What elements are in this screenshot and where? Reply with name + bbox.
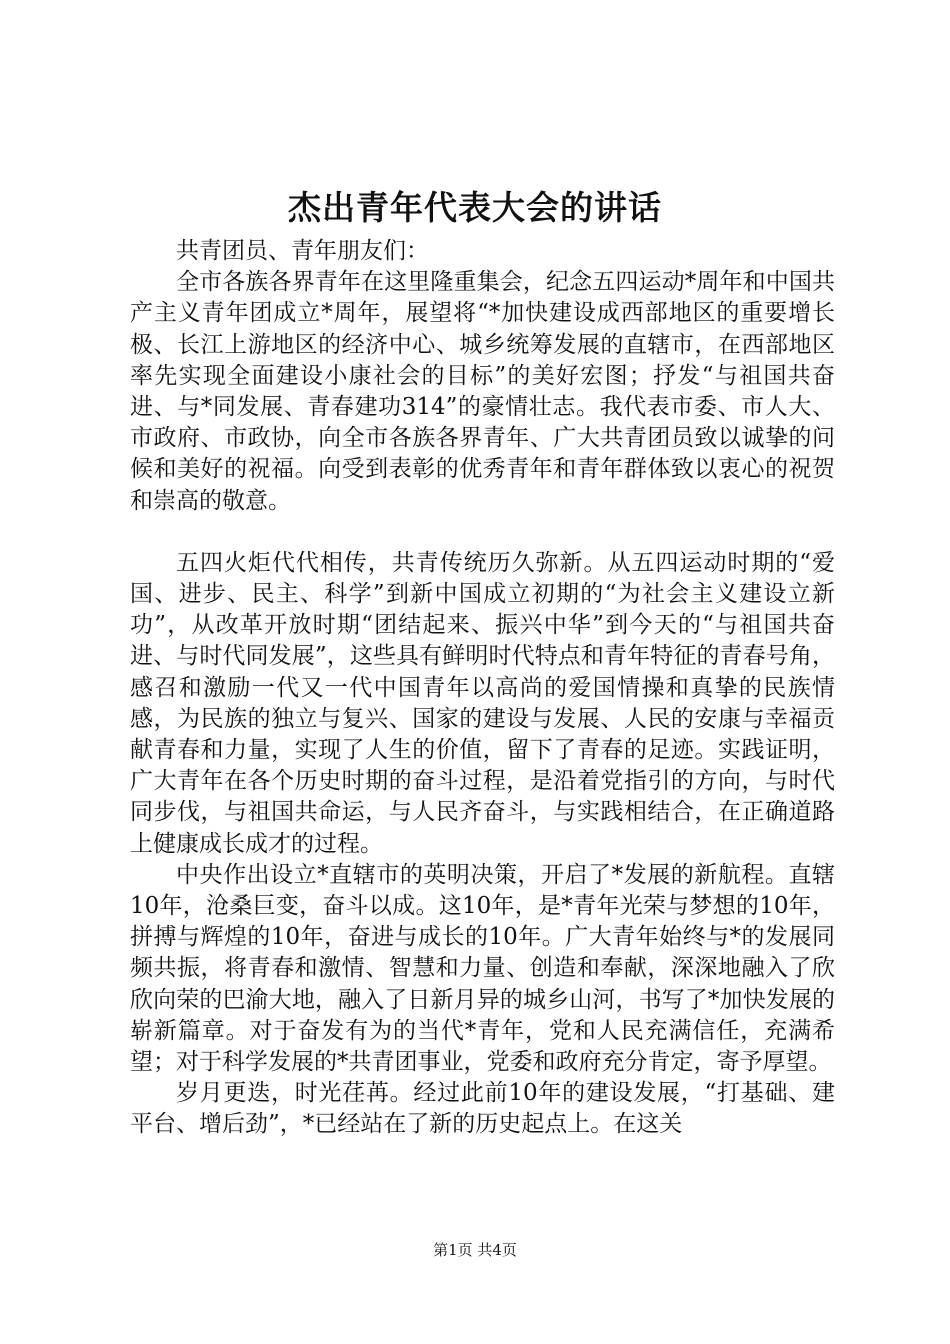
document-title: 杰出青年代表大会的讲话 [288,188,662,227]
paragraph-4: 岁月更迭，时光荏苒。经过此前10年的建设发展，“打基础、建平台、增后劲”，*已经站在了新的历史起点上。在这关 [130,1080,835,1138]
paragraph-2: 五四火炬代代相传，共青传统历久弥新。从五四运动时期的“爱国、进步、民主、科学”到新中国成立初期的“为社会主义建设立新功”，从改革开放时期“团结起来、振兴中华”到今天的“与祖国共奋进、与时代同发展”，这些具有鲜明时代特点和青年特征的青春号角，感召和激励一代又一代中国青年以高尚的爱国情操和真挚的民族情感，为民族的独立与复兴、国家的建设与发展、人民的安康与幸福贡献青春和力量，实现了人生的价值，留下了青春的足迹。实践证明，广大青年在各个历史时期的奋斗过程，是沿着党指引的方向，与时代同步伐，与祖国共命运，与人民齐奋斗，与实践相结合，在正确道路上健康成长成才的过程。 [130,549,835,857]
paragraph-3: 中央作出设立*直辖市的英明决策，开启了*发展的新航程。直辖10年，沧桑巨变，奋斗以成。这10年，是*青年光荣与梦想的10年，拼搏与辉煌的10年，奋进与成长的10年。广大青年始终与*的发展同频共振，将青春和激情、智慧和力量、创造和奉献，深深地融入了欣欣向荣的巴渝大地，融入了日新月异的城乡山河，书写了*加快发展的崭新篇章。对于奋发有为的当代*青年，党和人民充满信任，充满希望；对于科学发展的*共青团事业，党委和政府充分肯定，寄予厚望。 [130,861,835,1076]
greeting: 共青团员、青年朋友们： [176,238,429,264]
document-body [130,236,835,1141]
paragraph-1: 全市各族各界青年在这里隆重集会，纪念五四运动*周年和中国共产主义青年团成立*周年，展望将“*加快建设成西部地区的重要增长极、长江上游地区的经济中心、城乡统筹发展的直辖市，在西部地区率先实现全面建设小康社会的目标”的美好宏图；抒发“与祖国共奋进、与*同发展、青春建功314”的豪情壮志。我代表市委、市人大、市政府、市政协，向全市各族各界青年、广大共青团员致以诚挚的问候和美好的祝福。向受到表彰的优秀青年和青年群体致以衷心的祝贺和崇高的敬意。 [130,269,835,514]
page-footer: 第1页 共4页 [433,1241,517,1259]
